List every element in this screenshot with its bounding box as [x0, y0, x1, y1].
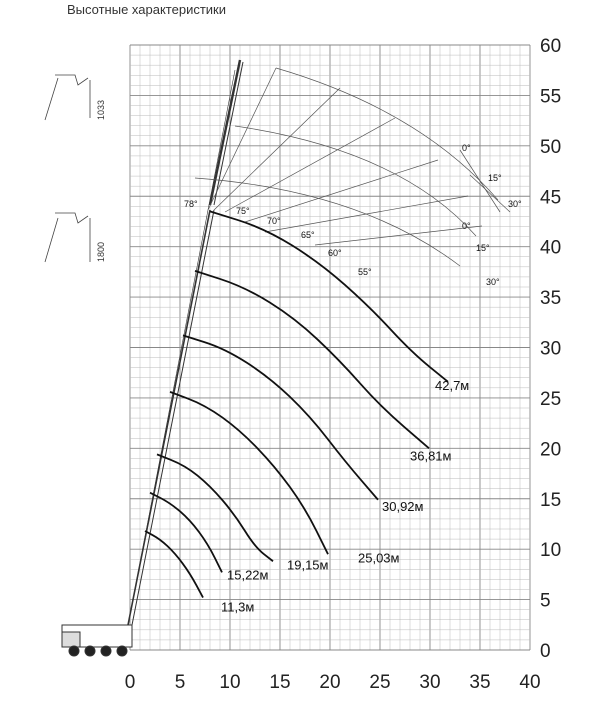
boom-curves — [145, 211, 448, 597]
x-tick-label: 40 — [519, 672, 541, 693]
dimension-label: 1033 — [96, 99, 106, 120]
offset-label: 0° — [462, 221, 471, 231]
crane-wheel — [69, 646, 79, 656]
y-tick-label: 45 — [540, 187, 562, 209]
y-tick-label: 55 — [540, 86, 562, 108]
x-tick-label: 0 — [124, 672, 136, 693]
offset-label: 15° — [488, 173, 502, 183]
angle-label: 75° — [236, 206, 250, 216]
x-tick-label: 10 — [219, 672, 241, 693]
crane-illustration — [62, 60, 243, 656]
boom-length-label: 15,22м — [227, 567, 269, 583]
crane-wheel — [101, 646, 111, 656]
y-tick-label: 60 — [540, 36, 562, 57]
x-tick-label: 25 — [369, 672, 391, 693]
y-tick-label: 25 — [540, 388, 562, 410]
page-title: Высотные характеристики — [67, 2, 226, 17]
boom-length-label: 42,7м — [435, 377, 470, 393]
y-tick-label: 15 — [540, 489, 562, 511]
boom-length-label: 30,92м — [382, 498, 424, 514]
angle-label: 78° — [184, 199, 198, 209]
chart-grid — [130, 45, 530, 650]
crane-wheel — [85, 646, 95, 656]
boom-curve — [150, 493, 222, 573]
y-axis-ticks — [540, 36, 561, 662]
crane-wheel — [117, 646, 127, 656]
offset-label: 0° — [462, 143, 471, 153]
boom-curve — [210, 211, 448, 381]
y-tick-label: 50 — [540, 136, 562, 158]
angle-label: 70° — [267, 216, 281, 226]
boom-length-label: 19,15м — [287, 557, 329, 573]
y-tick-label: 30 — [540, 338, 562, 360]
boom-length-label: 11,3м — [221, 599, 255, 615]
y-tick-label: 35 — [540, 288, 562, 310]
dimension-label: 1800 — [96, 241, 106, 262]
jib-dimension-sketch — [45, 75, 90, 262]
y-tick-label: 5 — [540, 590, 551, 612]
crane-jib-line — [214, 62, 243, 205]
boom-length-label: 36,81м — [410, 448, 452, 464]
boom-length-label: 25,03м — [358, 550, 400, 566]
crane-truck-cab — [62, 632, 80, 647]
angle-label: 65° — [301, 230, 315, 240]
angle-label: 60° — [328, 248, 342, 258]
x-tick-label: 15 — [269, 672, 291, 693]
boom-length-labels — [221, 378, 469, 615]
y-tick-label: 10 — [540, 540, 562, 562]
x-tick-label: 30 — [419, 672, 441, 693]
y-tick-label: 20 — [540, 439, 562, 461]
offset-label: 30° — [508, 199, 522, 209]
x-tick-label: 5 — [174, 672, 186, 693]
x-tick-label: 35 — [469, 672, 491, 693]
x-axis-ticks — [125, 672, 541, 693]
y-tick-label: 0 — [540, 641, 551, 662]
x-tick-label: 20 — [319, 672, 341, 693]
y-tick-label: 40 — [540, 237, 562, 259]
boom-curve — [145, 531, 203, 598]
jib-radial-lines — [195, 68, 510, 266]
crane-jib-line — [210, 60, 240, 205]
offset-label: 15° — [476, 243, 490, 253]
offset-label: 30° — [486, 277, 500, 287]
angle-label: 55° — [358, 267, 372, 277]
